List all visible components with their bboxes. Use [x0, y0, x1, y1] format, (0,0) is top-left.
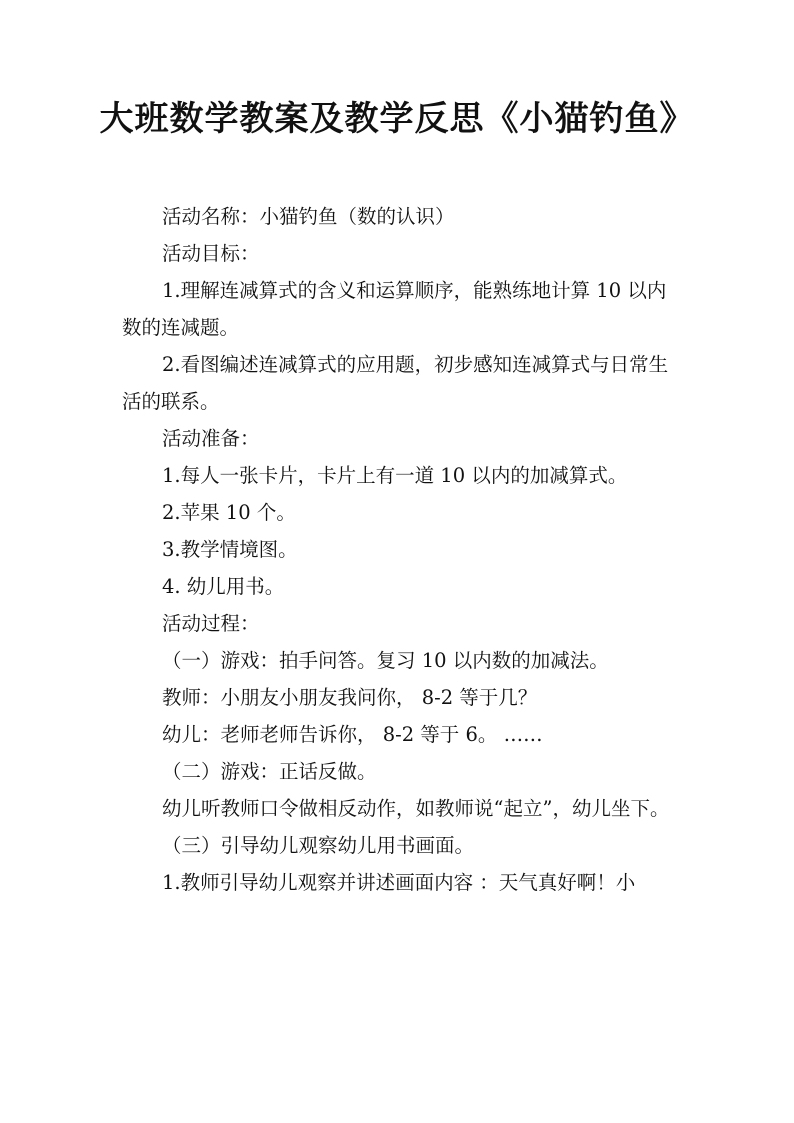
paragraph-step-3-detail: 1.教师引导幼儿观察并讲述画面内容 ：天气真好啊！小: [162, 871, 636, 894]
paragraph-prep-1: 1.每人一张卡片，卡片上有一道 10 以内的加减算式。: [162, 464, 628, 487]
paragraph-activity-name: 活动名称：小猫钓鱼（数的认识）: [162, 205, 455, 228]
paragraph-step-2-detail: 幼儿听教师口令做相反动作，如教师说“起立”，幼儿坐下。: [162, 797, 670, 820]
paragraph-prep-2: 2.苹果 10 个。: [162, 501, 296, 524]
paragraph-teacher-line: 教师：小朋友小朋友我问你， 8-2 等于几？: [162, 686, 538, 709]
paragraph-step-3: （三）引导幼儿观察幼儿用书画面。: [162, 834, 475, 857]
paragraph-goals-heading: 活动目标：: [162, 242, 260, 265]
paragraph-prep-3: 3.教学情境图。: [162, 538, 298, 561]
paragraph-goal-1: 1.理解连减算式的含义和运算顺序，能熟练地计算 10 以内数的连减题。: [122, 279, 667, 339]
paragraph-step-1: （一）游戏：拍手问答。复习 10 以内数的加减法。: [162, 649, 609, 672]
paragraph-process-heading: 活动过程：: [162, 612, 260, 635]
document-body: [122, 198, 678, 901]
document-title: 大班数学教案及教学反思《小猫钓鱼》: [99, 99, 695, 139]
paragraph-prep-4: 4. 幼儿用书。: [162, 575, 285, 598]
paragraph-child-line: 幼儿：老师老师告诉你， 8-2 等于 6。 ……: [162, 723, 543, 746]
paragraph-prep-heading: 活动准备：: [162, 427, 260, 450]
paragraph-step-2: （二）游戏：正话反做。: [162, 760, 377, 783]
paragraph-goal-2: 2.看图编述连减算式的应用题，初步感知连减算式与日常生活的联系。: [122, 353, 669, 413]
